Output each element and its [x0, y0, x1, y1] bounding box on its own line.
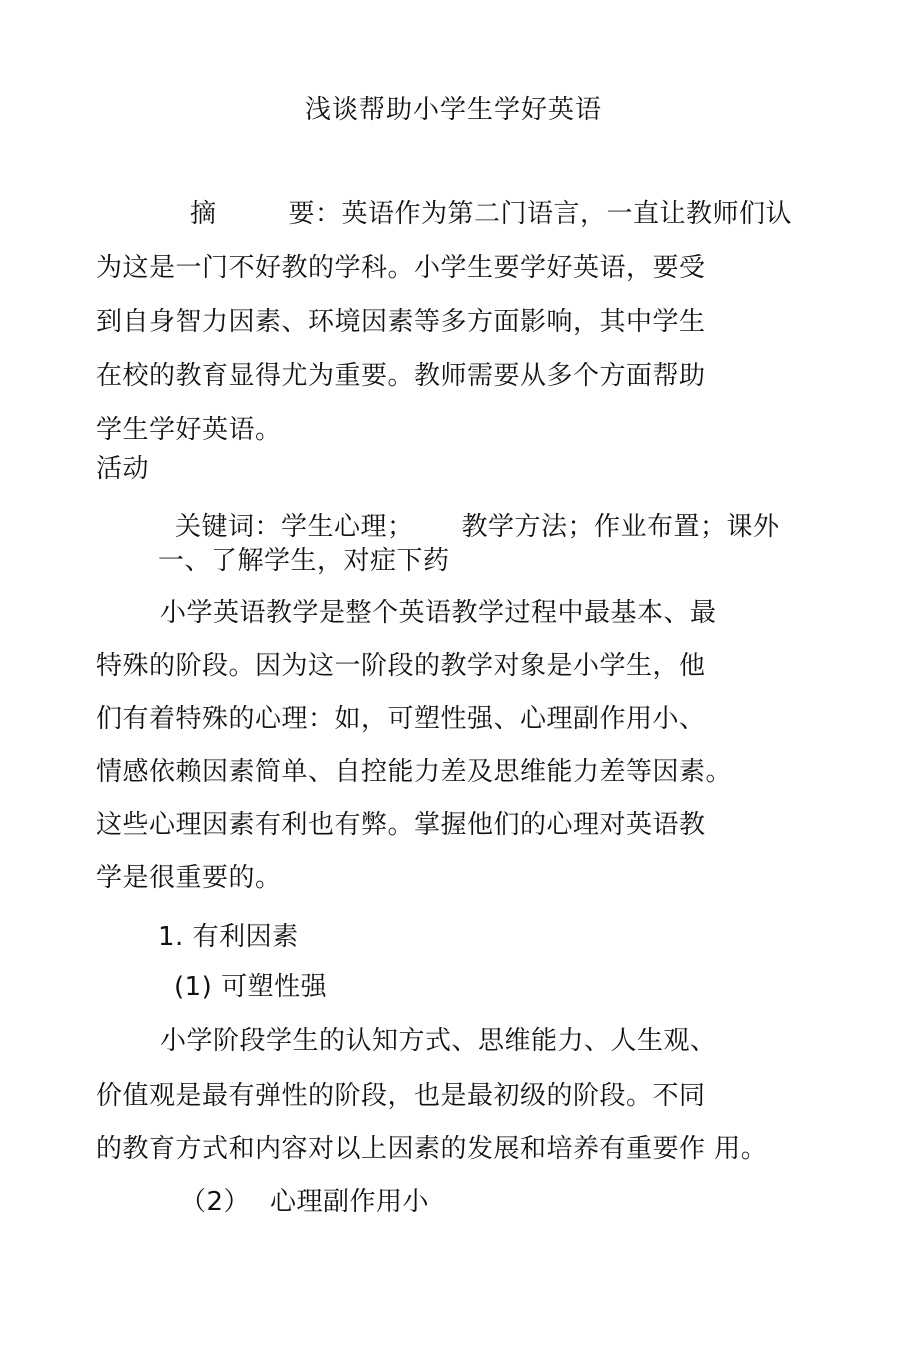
- abstract-first-line: [190, 198, 792, 230]
- item-2-number: （2）: [180, 1187, 251, 1217]
- abstract-line-5: 学生学好英语。: [96, 415, 282, 445]
- section-1-para-line: 们有着特殊的心理：如，可塑性强、心理副作用小、: [96, 704, 706, 734]
- section-1-para-line: 特殊的阶段。因为这一阶段的教学对象是小学生，他: [96, 651, 706, 681]
- item-2-heading: [180, 1186, 429, 1218]
- abstract-label-a: 摘: [190, 199, 217, 229]
- section-1-para-line: 学是很重要的。: [96, 863, 282, 893]
- subsection-1-heading: 1. 有利因素: [158, 922, 299, 952]
- keywords-part-2: 教学方法；作业布置；课外: [461, 512, 780, 542]
- item-1-heading: (1) 可塑性强: [174, 972, 328, 1002]
- item-2-text: 心理副作用小: [270, 1187, 430, 1217]
- document-title: 浅谈帮助小学生学好英语: [305, 95, 603, 125]
- keywords-part-1: 关键词：学生心理；: [175, 512, 414, 542]
- section-1-para-line: 这些心理因素有利也有弊。掌握他们的心理对英语教: [96, 810, 706, 840]
- abstract-label-b: 要：: [288, 199, 342, 229]
- item-1-para-line: 小学阶段学生的认知方式、思维能力、人生观、: [160, 1026, 717, 1056]
- section-1-para-line: 情感依赖因素简单、自控能力差及思维能力差等因素。: [96, 757, 733, 787]
- keywords-line: [175, 511, 780, 543]
- abstract-line-6: 活动: [96, 454, 150, 484]
- abstract-line-4: 在校的教育显得尤为重要。教师需要从多个方面帮助: [96, 361, 706, 391]
- abstract-line-1: 英语作为第二门语言，一直让教师们认: [341, 199, 793, 229]
- abstract-line-3: 到自身智力因素、环境因素等多方面影响，其中学生: [96, 307, 706, 337]
- item-1-para-line: 的教育方式和内容对以上因素的发展和培养有重要作 用。: [96, 1134, 768, 1164]
- section-1-para-line: 小学英语教学是整个英语教学过程中最基本、最: [160, 598, 717, 628]
- section-1-heading: 一、了解学生，对症下药: [158, 546, 450, 576]
- abstract-line-2: 为这是一门不好教的学科。小学生要学好英语，要受: [96, 253, 706, 283]
- item-1-para-line: 价值观是最有弹性的阶段，也是最初级的阶段。不同: [96, 1081, 706, 1111]
